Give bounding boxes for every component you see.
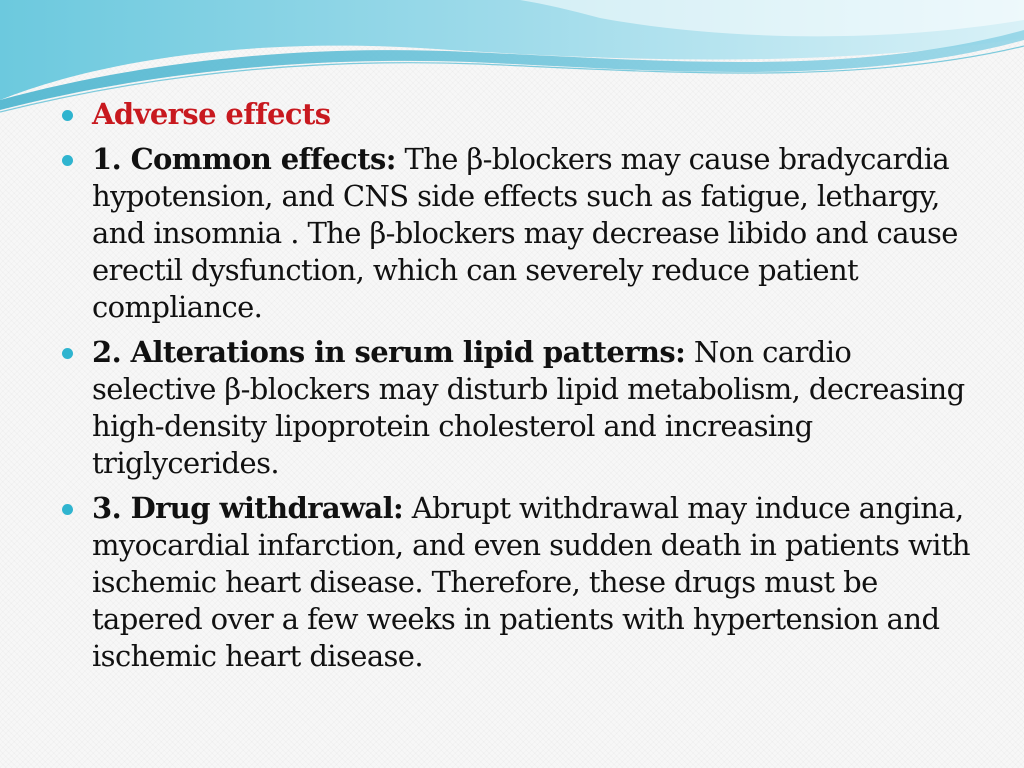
bullet-dot-icon <box>62 155 73 166</box>
bullet-heading <box>58 96 978 133</box>
bullet-drug-withdrawal <box>58 490 978 675</box>
bullet-lead: 1. Common effects: <box>92 142 396 176</box>
bullet-text: Non cardio selective β-blockers may disturb lipid metabolism, decreasing high-density lipoprotein cholesterol and increasing triglycerides. <box>92 335 965 480</box>
bullet-dot-icon <box>62 504 73 515</box>
bullet-dot-icon <box>62 348 73 359</box>
slide-heading: Adverse effects <box>92 97 331 131</box>
slide-body <box>58 96 978 683</box>
bullet-lead: 2. Alterations in serum lipid patterns: <box>92 335 686 369</box>
bullet-dot-icon <box>62 110 73 121</box>
bullet-text: Abrupt withdrawal may induce angina, myocardial infarction, and even sudden death in patients with ischemic heart disease. Therefore, these drugs must be tapered over a few weeks in patients with hypertension and ischemic heart disease. <box>92 491 970 673</box>
bullet-lead: 3. Drug withdrawal: <box>92 491 404 525</box>
bullet-text: The β-blockers may cause bradycardia hypotension, and CNS side effects such as fatigue, lethargy, and insomnia . The β-blockers may decrease libido and cause erectil dysfunction, which can severely reduce patient compliance. <box>92 142 958 324</box>
bullet-list <box>58 96 978 675</box>
bullet-common-effects <box>58 141 978 326</box>
bullet-lipid-patterns <box>58 334 978 482</box>
